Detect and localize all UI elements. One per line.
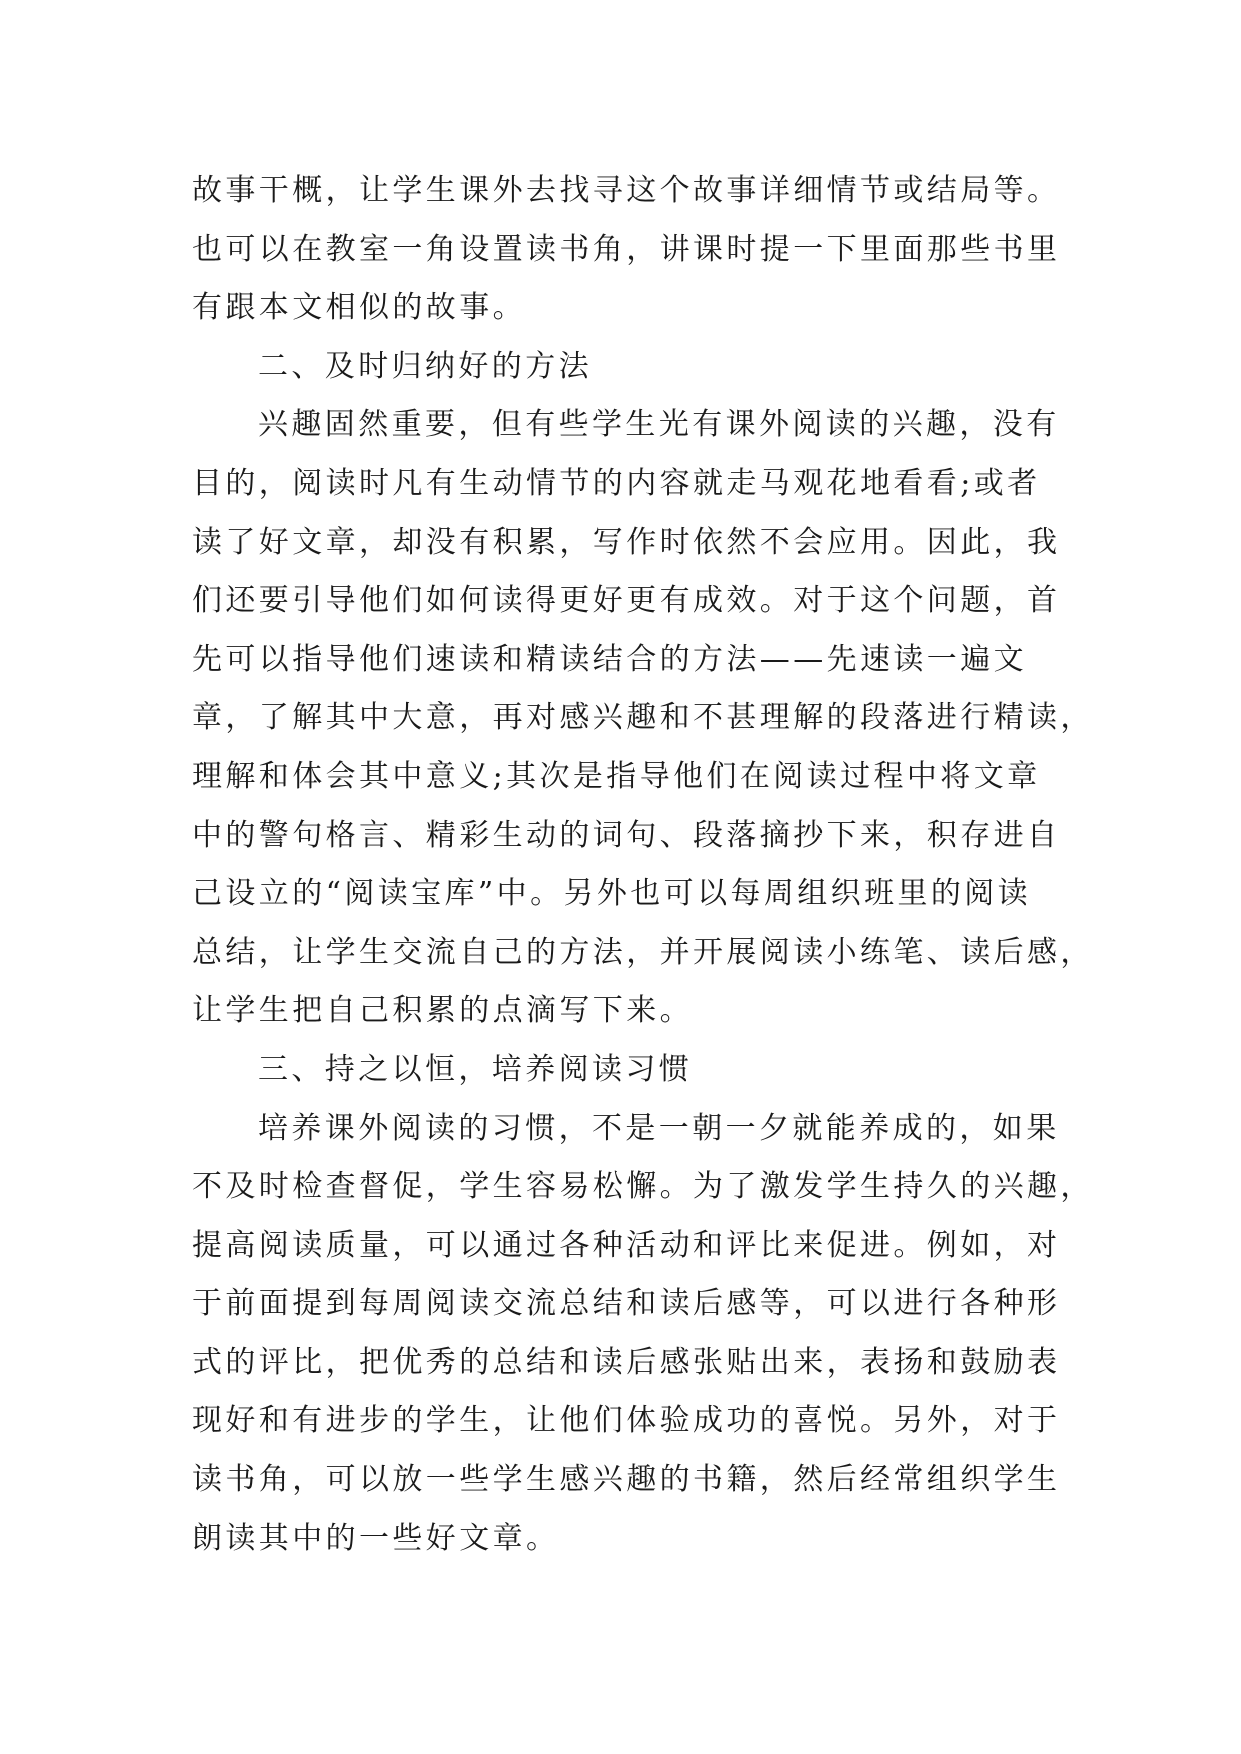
text-line: 们还要引导他们如何读得更好更有成效。对于这个问题，首 <box>192 583 1061 619</box>
body-text <box>192 162 1094 1568</box>
text-line: 理解和体会其中意义;其次是指导他们在阅读过程中将文章 <box>192 758 1041 794</box>
text-line: 现好和有进步的学生，让他们体验成功的喜悦。另外，对于 <box>192 1403 1061 1439</box>
text-line: 中的警句格言、精彩生动的词句、段落摘抄下来，积存进自 <box>192 817 1061 853</box>
text-line: 式的评比，把优秀的总结和读后感张贴出来，表扬和鼓励表 <box>192 1344 1061 1380</box>
text-line: 章，了解其中大意，再对感兴趣和不甚理解的段落进行精读， <box>192 700 1094 736</box>
text-line: 有跟本文相似的故事。 <box>192 290 526 326</box>
text-line: 提高阅读质量，可以通过各种活动和评比来促进。例如，对 <box>192 1227 1061 1263</box>
text-line: 让学生把自己积累的点滴写下来。 <box>192 993 693 1029</box>
section-heading: 二、及时归纳好的方法 <box>258 348 592 384</box>
text-line: 读了好文章，却没有积累，写作时依然不会应用。因此，我 <box>192 524 1061 560</box>
text-line: 故事干概，让学生课外去找寻这个故事详细情节或结局等。 <box>192 173 1061 208</box>
text-line: 不及时检查督促，学生容易松懈。为了激发学生持久的兴趣， <box>192 1169 1094 1205</box>
text-line: 目的，阅读时凡有生动情节的内容就走马观花地看看;或者 <box>192 465 1041 501</box>
text-line: 培养课外阅读的习惯，不是一朝一夕就能养成的，如果 <box>258 1110 1060 1146</box>
section-heading: 三、持之以恒，培养阅读习惯 <box>258 1051 693 1087</box>
text-line: 兴趣固然重要，但有些学生光有课外阅读的兴趣，没有 <box>258 407 1060 443</box>
text-line: 于前面提到每周阅读交流总结和读后感等，可以进行各种形 <box>192 1286 1061 1322</box>
text-line: 己设立的“阅读宝库”中。另外也可以每周组织班里的阅读 <box>192 876 1032 912</box>
text-line: 也可以在教室一角设置读书角，讲课时提一下里面那些书里 <box>192 231 1061 267</box>
text-line: 先可以指导他们速读和精读结合的方法——先速读一遍文 <box>192 641 1027 677</box>
text-line: 总结，让学生交流自己的方法，并开展阅读小练笔、读后感， <box>192 934 1094 970</box>
text-line: 读书角，可以放一些学生感兴趣的书籍，然后经常组织学生 <box>192 1462 1061 1498</box>
text-line: 朗读其中的一些好文章。 <box>192 1520 560 1556</box>
